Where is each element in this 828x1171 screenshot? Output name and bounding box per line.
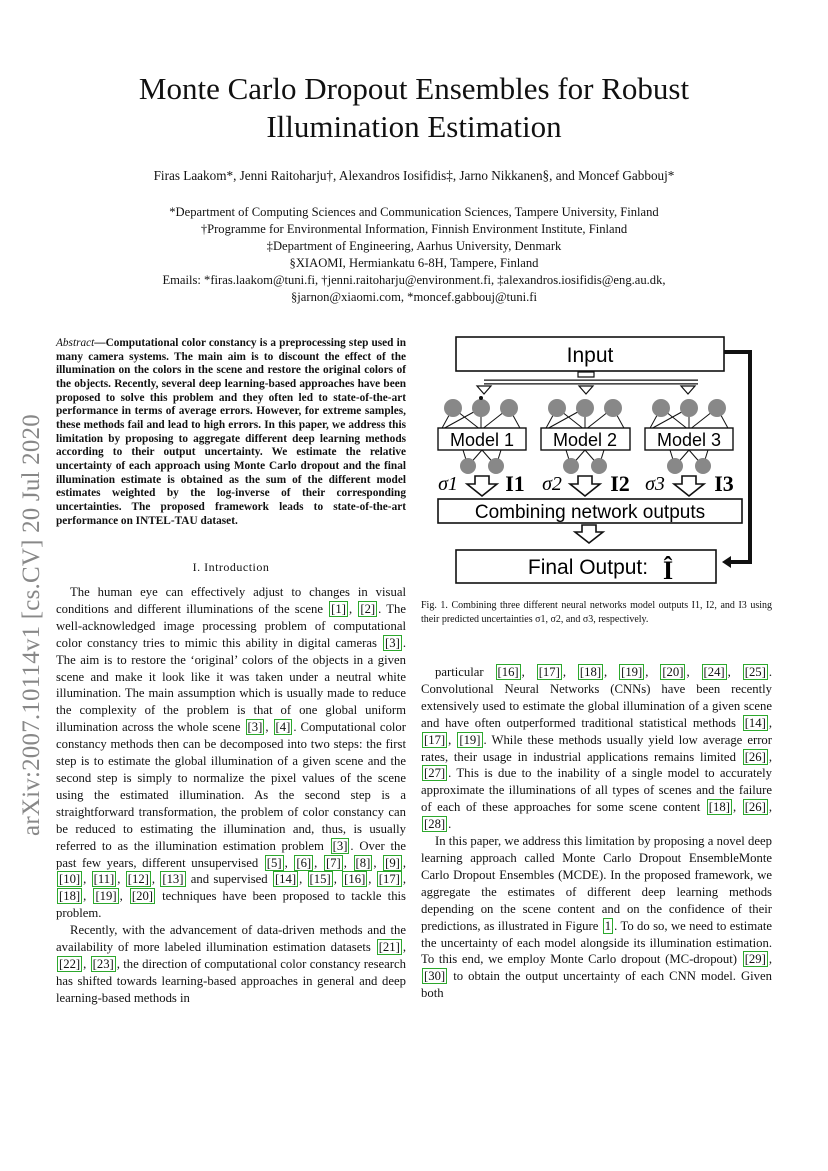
affiliations: [0, 204, 828, 306]
citation-link[interactable]: [14]: [744, 715, 766, 730]
citation-link[interactable]: [30]: [424, 969, 446, 984]
citation-link[interactable]: [26]: [744, 800, 766, 815]
abstract-text: —Computational color constancy is a preprocessing step used in many camera systems. The main aim is to discount the effect of the illumination on the colors in the scene and restore the original colors of the objects. Recently, several deep learning-based approaches have been proposed to solve this problem and they often led to state-of-the-art performance in terms of average errors. However, for extreme samples, these methods fail and lead to high errors. In this paper, we address this limitation by proposing to aggregate different deep learning methods according to their output uncertainty. We estimate the relative uncertainty of each approach using Monte Carlo dropout and the final illumination estimate is obtained as the sum of the different model estimates weighted by the log-inverse of their corresponding uncertainties. The proposed framework leads to state-of-the-art performance on INTEL-TAU dataset.: [56, 337, 406, 527]
citation-link[interactable]: [19]: [621, 665, 643, 679]
citation-link[interactable]: [17]: [378, 872, 400, 887]
affiliation-line: ‡Department of Engineering, Aarhus University, Denmark: [266, 239, 562, 253]
output-3: I3: [714, 471, 734, 496]
body-text: ,: [368, 872, 376, 887]
sigma-2: σ2: [542, 473, 562, 495]
title-line-1: Monte Carlo Dropout Ensembles for Robust: [138, 71, 690, 106]
citation-link[interactable]: [22]: [59, 956, 81, 971]
author-list: Firas Laakom*, Jenni Raitoharju†, Alexandros Iosifidis‡, Jarno Nikkanen§, and Moncef Gabbouj*: [153, 168, 675, 183]
sigma-1: σ1: [438, 473, 458, 495]
body-text: . While these methods usually yield low average error rates, their usage in industrial applications remains limited: [421, 732, 772, 764]
citation-link[interactable]: [27]: [424, 766, 446, 781]
body-text: . To do so, we need to estimate the uncertainty of each model alongside its illumination estimation. To this end, we employ Monte Carlo dropout (MC-dropout): [421, 918, 772, 967]
citation-link[interactable]: [25]: [744, 665, 766, 679]
body-text: ,: [727, 665, 742, 679]
citation-link[interactable]: [4]: [275, 720, 291, 735]
paragraph: [56, 922, 406, 1007]
bypass-arrow: [724, 352, 750, 562]
body-text: ,: [768, 952, 772, 967]
citation-link[interactable]: [5]: [266, 855, 282, 870]
citation-link[interactable]: [17]: [424, 732, 446, 747]
citation-link[interactable]: [23]: [92, 956, 114, 971]
citation-link[interactable]: [18]: [59, 889, 81, 904]
body-text: ,: [348, 601, 358, 616]
affiliation-line: §XIAOMI, Hermiankatu 6-8H, Tampere, Finland: [289, 256, 539, 270]
citation-link[interactable]: [26]: [744, 749, 766, 764]
body-text: ,: [402, 940, 406, 955]
sigma-3: σ3: [645, 473, 665, 495]
citation-link[interactable]: [1]: [331, 601, 346, 616]
email-line: Emails: *firas.laakom@tuni.fi, †jenni.raitoharju@environment.fi, ‡alexandros.iosifidis@eng.au.dk,: [162, 273, 666, 287]
combine-label: Combining network outputs: [474, 502, 706, 523]
citation-link[interactable]: [16]: [497, 665, 519, 679]
body-text: ,: [604, 665, 619, 679]
citation-link[interactable]: [13]: [162, 872, 184, 887]
body-text: ,: [314, 855, 323, 870]
citation-link[interactable]: [20]: [131, 889, 154, 904]
citation-link[interactable]: [11]: [93, 872, 115, 887]
body-text: ,: [373, 855, 383, 870]
citation-link[interactable]: [16]: [344, 872, 366, 887]
body-text: particular: [435, 665, 495, 679]
left-column-text: [56, 584, 406, 1007]
body-text: ,: [333, 872, 342, 887]
body-text: to obtain the output uncertainty of each CNN model. Given both: [421, 969, 772, 1001]
model-2-label: Model 2: [552, 430, 618, 450]
body-text: In this paper, we address this limitation by proposing a novel deep learning approach called Monte Carlo Dropout EnsembleMonte Carlo Dropout Ensembles (MCDE). In the proposed framework, we aggregate the estimates of different deep learning methods depending on the scene content and on the confidence of their predictions, as illustrated in Figure: [421, 834, 772, 933]
paper-title: [0, 70, 828, 146]
output-nodes: [460, 450, 711, 474]
citation-link[interactable]: [28]: [424, 817, 446, 832]
body-text: ,: [119, 889, 129, 904]
body-text: . This is due to the inability of a single model to accurately approximate the illuminations of all types of scenes and the failure of each of these approaches for some scene content: [421, 766, 772, 815]
output-2: I2: [610, 471, 630, 496]
body-text: Recently, with the advancement of data-driven methods and the availability of more labeled illumination estimation datasets: [56, 923, 406, 955]
body-text: ,: [768, 800, 772, 815]
citation-link[interactable]: [21]: [378, 940, 400, 955]
pipeline-diagram: [428, 334, 768, 590]
final-output-label: Final Output:: [527, 556, 649, 579]
citation-link[interactable]: [12]: [127, 872, 149, 887]
section-heading: I. Introduction: [192, 560, 270, 574]
figure-caption: Fig. 1. Combining three different neural networks model outputs I1, I2, and I3 using their predicted uncertainties σ1, σ2, and σ3, respectively.: [421, 600, 772, 625]
body-text: ,: [83, 872, 91, 887]
body-text: ,: [732, 800, 742, 815]
citation-link[interactable]: [3]: [385, 635, 400, 650]
citation-link[interactable]: 1: [604, 918, 612, 933]
citation-link[interactable]: [24]: [703, 665, 725, 679]
citation-link[interactable]: [6]: [296, 855, 312, 870]
paragraph: [421, 664, 772, 833]
body-text: . Convolutional Neural Networks (CNNs) have been recently extensively used to estimate the global illumination of a given scene and have often outperformed traditional statistical methods: [421, 665, 773, 730]
paragraph: [421, 833, 772, 1002]
affiliation-line: *Department of Computing Sciences and Communication Sciences, Tampere University, Finland: [169, 205, 659, 219]
citation-link[interactable]: [9]: [385, 855, 400, 870]
citation-link[interactable]: [17]: [538, 665, 560, 679]
citation-link[interactable]: [15]: [309, 872, 331, 887]
citation-link[interactable]: [10]: [59, 872, 81, 887]
citation-link[interactable]: [19]: [95, 889, 117, 904]
citation-link[interactable]: [20]: [662, 665, 684, 679]
input-label: Input: [566, 344, 614, 367]
body-text: . Computational color constancy methods then can be decomposed into two steps: the first step is to estimate the global illumination of a given scene and the second step is simply to normalize the pixel values of the scene using the estimated illumination. As the second step is a straightforward transformation, the problem of color constancy can be reduced to estimating the illumination and, thus, is usually referred to as the illumination estimation problem: [56, 720, 407, 853]
body-text: ,: [151, 872, 160, 887]
body-text: techniques have been proposed to tackle this problem.: [56, 889, 406, 921]
email-line: §jarnon@xiaomi.com, *moncef.gabbouj@tuni.fi: [291, 290, 537, 304]
citation-link[interactable]: [3]: [247, 720, 263, 735]
body-text: ,: [402, 855, 407, 870]
model-2-network: [545, 399, 625, 430]
title-line-2: Illumination Estimation: [266, 109, 562, 144]
citation-link[interactable]: [8]: [355, 855, 371, 870]
body-text: ,: [299, 872, 307, 887]
final-output-symbol: Î: [662, 556, 674, 585]
citation-link[interactable]: [29]: [744, 952, 766, 967]
model-1-label: Model 1: [449, 430, 515, 450]
body-text: ,: [117, 872, 125, 887]
down-arrow-icon: [575, 525, 603, 543]
body-text: ,: [83, 889, 93, 904]
citation-link[interactable]: [18]: [708, 800, 730, 815]
body-text: ,: [448, 732, 457, 747]
body-text: ,: [562, 665, 577, 679]
body-text: ,: [402, 872, 407, 887]
body-text: ,: [83, 956, 90, 971]
body-text: ,: [265, 720, 273, 735]
model-3-label: Model 3: [656, 430, 722, 450]
model-3-network: [649, 399, 729, 430]
body-text: . The well-acknowledged image processing problem of computational color constancy tries to mimic this ability in digital cameras: [56, 601, 406, 650]
citation-link[interactable]: [2]: [360, 601, 376, 616]
body-text: The human eye can effectively adjust to changes in visual conditions and different illuminations of the scene: [56, 585, 406, 616]
body-text: and supervised: [186, 872, 272, 887]
right-column-text: [421, 664, 772, 1002]
body-text: . The aim is to restore the ‘original’ colors of the objects in a given scene and make it look like it was taken under a neutral white illumination. The main assumption which is usually made to reduce the complexity of the problem is that of one global uniform illumination across the whole scene: [56, 635, 406, 735]
body-text: ,: [645, 665, 660, 679]
citation-link[interactable]: [19]: [459, 732, 481, 747]
body-text: .: [448, 817, 452, 832]
citation-link[interactable]: [7]: [325, 855, 341, 870]
body-text: ,: [768, 749, 772, 764]
body-text: ,: [521, 665, 536, 679]
body-text: ,: [686, 665, 701, 679]
affiliation-line: †Programme for Environmental Information, Finnish Environment Institute, Finland: [200, 222, 628, 236]
body-text: ,: [343, 855, 353, 870]
abstract: [56, 337, 406, 528]
body-text: ,: [284, 855, 294, 870]
body-text: , the direction of computational color constancy research has shifted towards learning-based approaches in general and deep learning-based methods in: [56, 956, 406, 1005]
model-1-network: [441, 396, 521, 430]
arxiv-stamp: [12, 375, 52, 875]
citation-link[interactable]: [3]: [332, 838, 348, 853]
body-text: ,: [768, 715, 772, 730]
abstract-label: Abstract: [56, 337, 95, 349]
citation-link[interactable]: [14]: [274, 872, 297, 887]
figure-1: [428, 334, 768, 590]
citation-link[interactable]: [18]: [579, 665, 602, 679]
arxiv-id: arXiv:2007.10114v1 [cs.CV] 20 Jul 2020: [18, 414, 45, 836]
output-1: I1: [505, 471, 525, 496]
body-text: . Over the past few years, different unsupervised: [56, 838, 406, 870]
paragraph: [56, 584, 406, 922]
